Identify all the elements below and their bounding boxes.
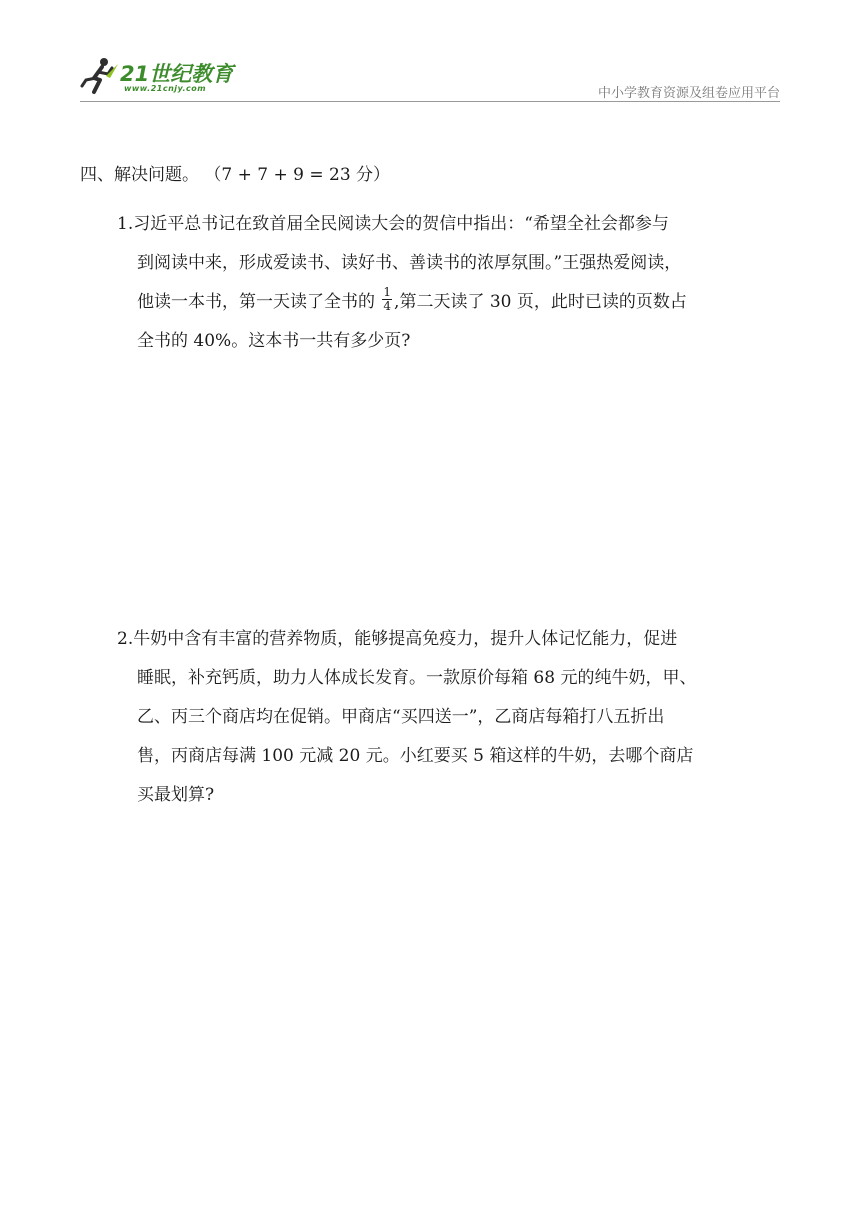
fraction-denominator: 4 bbox=[383, 299, 392, 313]
problem-1-line-3 bbox=[117, 283, 782, 322]
fraction-one-quarter bbox=[382, 286, 392, 313]
problem-1-line-1 bbox=[117, 205, 782, 244]
problem-2-line-2: 睡眠，补充钙质，助力人体成长发育。一款原价每箱 68 元的纯牛奶，甲、 bbox=[137, 668, 697, 688]
logo-url: www.21cnjy.com bbox=[124, 84, 207, 93]
logo-text: 21世纪教育 bbox=[120, 62, 234, 86]
problem-1-line-4: 全书的 40%。这本书一共有多少页? bbox=[137, 331, 411, 351]
problem-text: 他读一本书，第一天读了全书的 bbox=[137, 292, 381, 312]
problem-2-line-4: 售，丙商店每满 100 元减 20 元。小红要买 5 箱这样的牛奶，去哪个商店 bbox=[137, 746, 694, 766]
problem-2-line-3: 乙、丙三个商店均在促销。甲商店“买四送一”，乙商店每箱打八五折出 bbox=[137, 707, 665, 727]
section-title: 四、解决问题。 （7 + 7 + 9 = 23 分） bbox=[80, 165, 391, 185]
problem-number: 2. bbox=[117, 629, 134, 649]
problem-number: 1. bbox=[117, 214, 134, 234]
problem-text: 习近平总书记在致首届全民阅读大会的贺信中指出：“希望全社会都参与 bbox=[133, 214, 669, 234]
problem-2-line-1 bbox=[117, 620, 782, 659]
problem-1-line-2: 到阅读中来，形成爱读书、读好书、善读书的浓厚氛围。”王强热爱阅读， bbox=[137, 253, 682, 273]
page-header bbox=[80, 52, 780, 102]
header-divider bbox=[80, 101, 780, 102]
problem-text: 牛奶中含有丰富的营养物质，能够提高免疫力，提升人体记忆能力，促进 bbox=[133, 629, 678, 649]
runner-logo-icon bbox=[80, 56, 120, 96]
problem-2 bbox=[117, 620, 782, 815]
fraction-numerator: 1 bbox=[383, 285, 392, 299]
problem-1 bbox=[117, 205, 782, 361]
problem-2-line-5: 买最划算? bbox=[137, 785, 215, 805]
platform-tagline: 中小学教育资源及组卷应用平台 bbox=[597, 86, 780, 101]
logo bbox=[80, 52, 240, 100]
problem-text: ,第二天读了 30 页，此时已读的页数占 bbox=[394, 292, 687, 312]
